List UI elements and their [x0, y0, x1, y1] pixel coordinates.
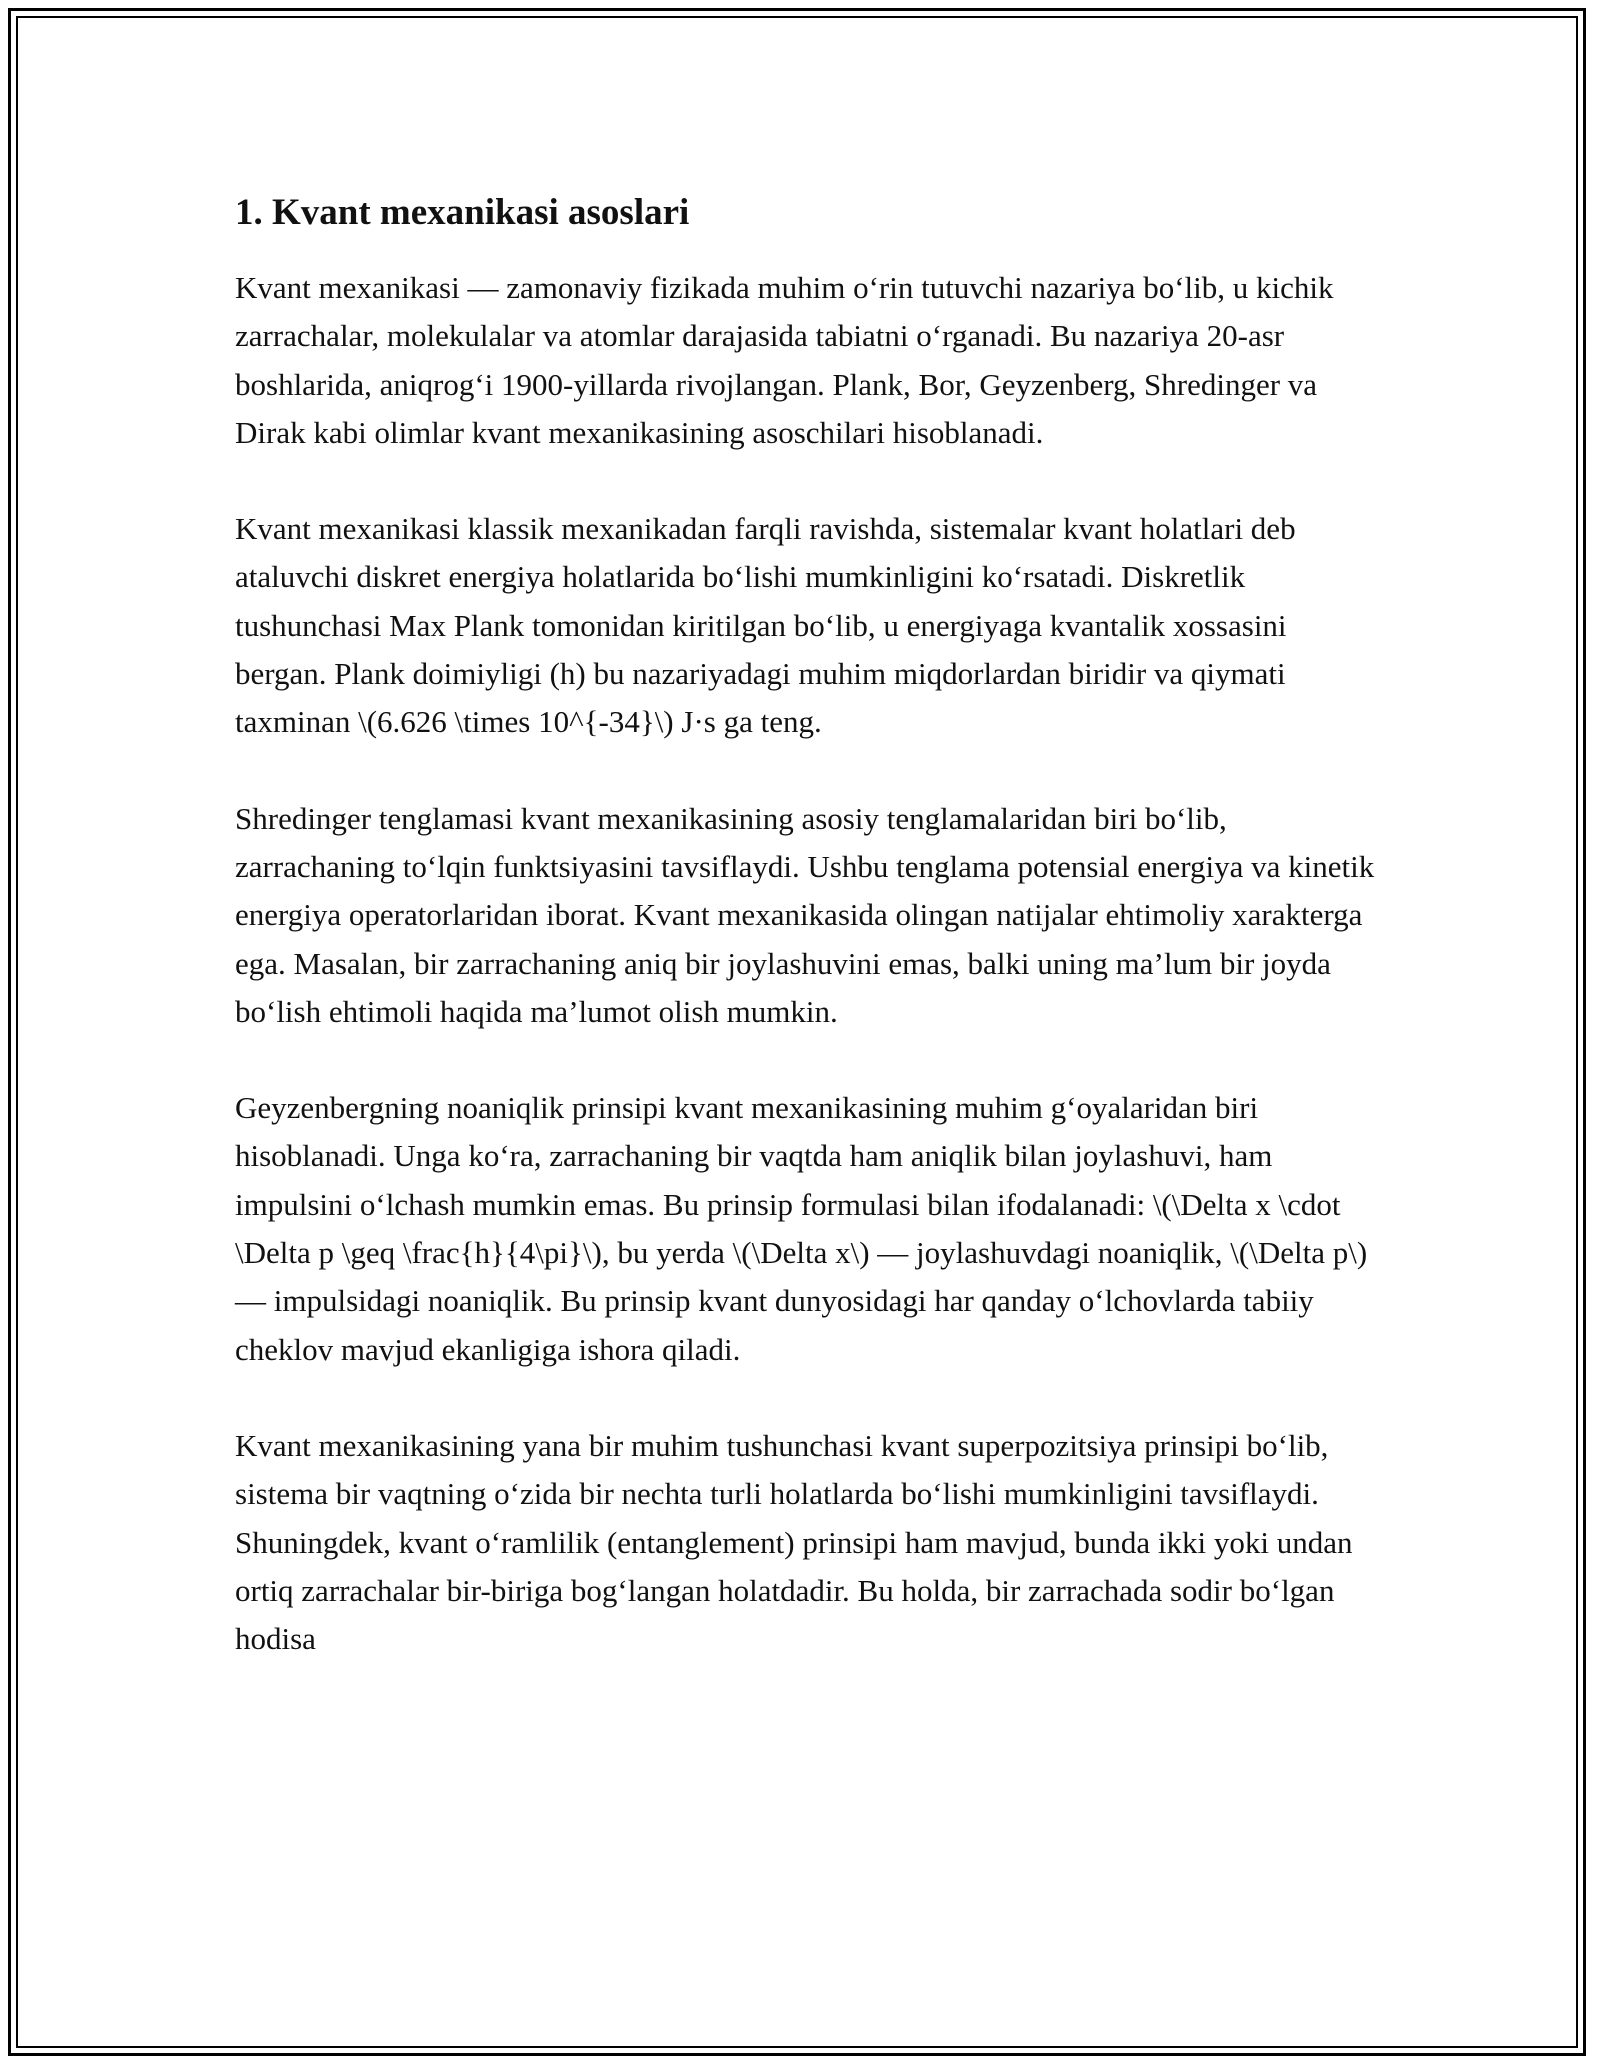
paragraph-1: Kvant mexanikasi — zamonaviy fizikada muhim oʻrin tutuvchi nazariya boʻlib, u kichik zarrachalar, molekulalar va atomlar darajasida tabiatni oʻrganadi. Bu nazariya 20-asr boshlarida, aniqrogʻi 1900-yillarda rivojlangan. Plank, Bor, Geyzenberg, Shredinger va Dirak kabi olimlar kvant mexanikasining asoschilari hisoblanadi.	[235, 270, 1334, 450]
section-heading: 1. Kvant mexanikasi asoslari	[235, 192, 690, 233]
paragraph-4: Geyzenbergning noaniqlik prinsipi kvant mexanikasining muhim gʻoyalaridan biri hisoblanadi. Unga koʻra, zarrachaning bir vaqtda ham aniqlik bilan joylashuvi, ham impulsini oʻlchash mumkin emas. Bu prinsip formulasi bilan ifodalanadi: \(\Delta x \cdot \Delta p \geq \frac{h}{4\pi}\), bu yerda \(\Delta x\) — joylashuvdagi noaniqlik, \(\Delta p\) — impulsidagi noaniqlik. Bu prinsip kvant dunyosidagi har qanday oʻlchovlarda tabiiy cheklov mavjud ekanligiga ishora qiladi.	[235, 1090, 1368, 1367]
document-body	[235, 188, 1375, 1711]
paragraph-3: Shredinger tenglamasi kvant mexanikasining asosiy tenglamalaridan biri boʻlib, zarrachaning toʻlqin funktsiyasini tavsiflaydi. Ushbu tenglama potensial energiya va kinetik energiya operatorlaridan iborat. Kvant mexanikasida olingan natijalar ehtimoliy xarakterga ega. Masalan, bir zarrachaning aniq bir joylashuvini emas, balki uning ma’lum bir joyda boʻlish ehtimoli haqida ma’lumot olish mumkin.	[235, 800, 1375, 1029]
paragraph-5: Kvant mexanikasining yana bir muhim tushunchasi kvant superpozitsiya prinsipi boʻlib, sistema bir vaqtning oʻzida bir nechta turli holatlarda boʻlishi mumkinligini tavsiflaydi. Shuningdek, kvant oʻramlilik (entanglement) prinsipi ham mavjud, bunda ikki yoki undan ortiq zarrachalar bir-biriga bogʻlangan holatdadir. Bu holda, bir zarrachada sodir boʻlgan hodisa	[235, 1427, 1353, 1657]
paragraph-2: Kvant mexanikasi klassik mexanikadan farqli ravishda, sistemalar kvant holatlari deb ataluvchi diskret energiya holatlarida boʻlishi mumkinligini koʻrsatadi. Diskretlik tushunchasi Max Plank tomonidan kiritilgan boʻlib, u energiyaga kvantalik xossasini bergan. Plank doimiyligi (h) bu nazariyadagi muhim miqdorlardan biridir va qiymati taxminan \(6.626 \times 10^{-34}\) J·s ga teng.	[235, 511, 1296, 740]
